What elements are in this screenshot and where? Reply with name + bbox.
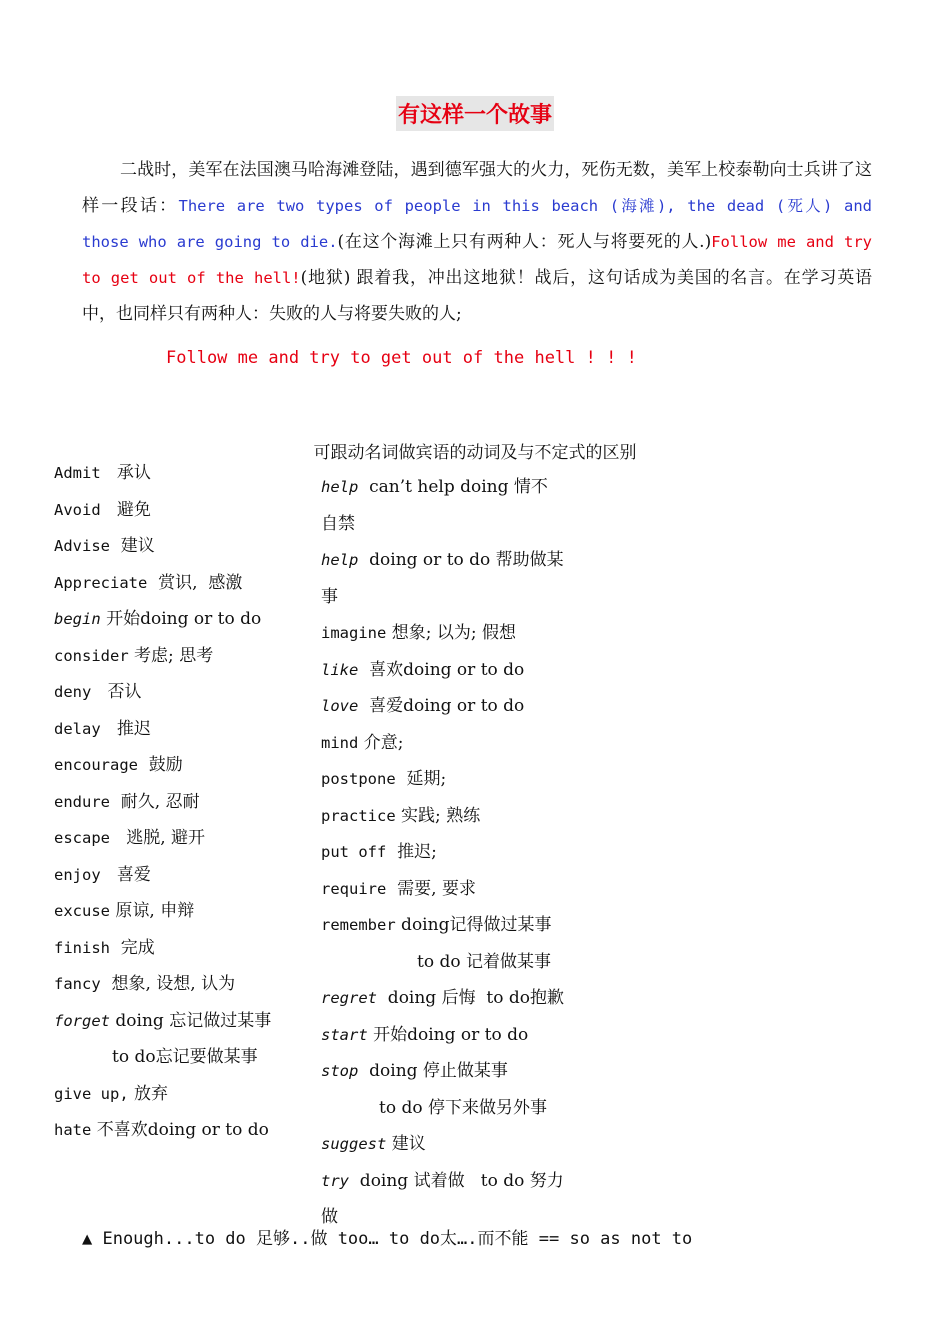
verb-word: endure [54,792,110,811]
verb-word: imagine [321,624,387,642]
verb-entry [54,898,271,935]
verb-meaning: to do忘记要做某事 [112,1047,258,1067]
verb-entry [321,1058,564,1095]
verb-meaning: 推迟; [386,842,437,862]
verb-word: give up, [54,1084,129,1103]
story-quote-red: Follow me and try to get out of the hell! [82,233,872,287]
verb-meaning: 推迟 [100,718,151,739]
verb-meaning: 喜欢doing or to do [358,659,525,680]
verb-entry [321,1131,564,1168]
verb-meaning: to do 停下来做另外事 [379,1097,547,1118]
verb-entry [54,752,271,789]
verb-entry [321,474,564,511]
verb-meaning: 不喜欢doing or to do [91,1120,269,1140]
verb-meaning: 建议 [386,1134,426,1154]
verb-entry [321,876,564,913]
verb-entry [54,1008,271,1045]
left-verb-list [54,460,271,1154]
document-title [0,96,950,131]
verb-word: Avoid [54,500,101,519]
verb-word: try [321,1171,349,1190]
verb-entry [321,620,564,657]
verb-entry [321,912,564,949]
verb-word: remember [321,916,396,934]
verb-entry [321,803,564,840]
verb-entry [321,1095,564,1132]
follow-me-line: Follow me and try to get out of the hell ! ! ! [166,348,637,368]
verb-meaning: 完成 [110,937,155,958]
verb-entry [54,460,271,497]
verb-meaning: 逃脱, 避开 [110,828,206,848]
verb-entry [54,497,271,534]
verb-word: help [321,551,359,569]
story-text [82,152,872,332]
verb-meaning: 延期; [395,769,447,789]
story-intro: 二战时，美军在法国澳马哈海滩登陆，遇到德军强大的火力，死伤无数，美军上校泰勒向士兵讲了这样一段话： [82,160,872,216]
verb-word: start [321,1025,368,1044]
verb-meaning: doing 后悔 to do抱歉 [377,988,564,1008]
verb-entry [321,766,564,803]
verb-word: consider [54,646,129,665]
right-verb-list [321,474,564,1241]
verb-word: Advise [54,537,110,555]
verb-meaning: doing记得做过某事 [395,915,552,935]
verb-meaning: 喜爱 [100,864,151,885]
story-paragraph [82,152,872,332]
verb-meaning: to do 记着做某事 [417,951,551,972]
story-tail: (地狱) 跟着我，冲出这地狱！战后，这句话成为美国的名言。在学习英语中，也同样只有两种人：失败的人与将要失败的人; [82,268,872,324]
verb-meaning: 建议 [110,536,155,556]
verb-meaning: doing 停止做某事 [358,1061,508,1081]
verb-entry [321,949,564,986]
verb-entry [321,1168,564,1205]
verb-word: stop [321,1062,359,1080]
verb-word: hate [54,1121,92,1139]
verb-word: finish [54,938,110,957]
verb-meaning: 想象, 设想, 认为 [100,974,236,994]
verb-meaning: 原谅, 申辩 [110,901,195,921]
verb-word: begin [54,610,101,628]
verb-meaning: 想象; 以为; 假想 [386,623,516,643]
verb-entry [54,643,271,680]
verb-entry [54,971,271,1008]
verb-meaning: doing or to do 帮助做某 [358,550,564,570]
verb-entry [54,606,271,643]
verb-word: excuse [54,902,110,920]
verb-meaning: 鼓励 [138,755,183,775]
verb-entry [54,825,271,862]
verb-entry [54,570,271,607]
verb-entry [321,657,564,694]
verb-meaning: 开始doing or to do [367,1024,529,1045]
verb-word: deny [54,683,92,701]
verb-meaning: can’t help doing 情不 [358,477,548,497]
verb-word: regret [321,989,377,1007]
verb-entry [321,1022,564,1059]
verb-word: like [321,660,359,679]
verb-entry [321,985,564,1022]
verb-entry [54,862,271,899]
verb-word: put off [321,843,387,861]
verb-entry [321,547,564,584]
verb-word: practice [321,806,396,825]
section-subtitle: 可跟动名词做宾语的动词及与不定式的区别 [313,443,637,463]
verb-meaning: 事 [321,586,338,607]
verb-entry [54,1117,271,1154]
verb-entry [54,679,271,716]
verb-word: forget [54,1011,110,1030]
story-quote-blue: There are two types of people in this beach (海滩), the dead (死人) and those who are going to die. [82,197,873,251]
verb-entry [321,511,564,548]
verb-meaning: doing 忘记做过某事 [110,1010,272,1031]
verb-meaning: 放弃 [128,1083,169,1104]
verb-meaning: 需要, 要求 [386,878,476,899]
verb-word: suggest [321,1135,387,1153]
verb-word: escape [54,829,110,847]
verb-entry [54,789,271,826]
verb-meaning: 做 [321,1207,338,1227]
verb-word: Admit [54,464,101,482]
verb-meaning: 承认 [100,463,151,483]
verb-word: delay [54,719,101,738]
verb-meaning: 否认 [91,682,142,702]
title-text: 有这样一个故事 [396,96,554,131]
verb-word: postpone [321,770,396,788]
verb-word: enjoy [54,865,101,884]
verb-meaning: 避免 [100,499,151,520]
verb-entry [321,730,564,767]
verb-word: Appreciate [54,573,148,592]
verb-word: love [321,697,359,715]
verb-entry [321,693,564,730]
verb-entry [54,716,271,753]
verb-meaning: 耐久, 忍耐 [110,791,200,812]
verb-word: require [321,879,387,898]
verb-meaning: 考虑; 思考 [128,645,214,666]
verb-entry [54,533,271,570]
verb-meaning: 介意; [358,732,404,753]
verb-meaning: 开始doing or to do [100,609,262,629]
verb-word: mind [321,733,359,752]
verb-entry [54,1081,271,1118]
story-translation: (在这个海滩上只有两种人：死人与将要死的人.) [337,232,712,252]
verb-meaning: 赏识, 感激 [147,572,243,593]
verb-meaning: doing 试着做 to do 努力 [349,1170,564,1191]
verb-word: fancy [54,975,101,993]
verb-word: encourage [54,756,138,774]
verb-word: help [321,478,359,496]
verb-meaning: 自禁 [321,513,355,534]
enough-too-note: ▲ Enough...to do 足够..做 too… to do太….而不能 == so as not to [82,1229,693,1249]
verb-entry [321,839,564,876]
verb-entry [54,1044,271,1081]
verb-entry [54,935,271,972]
verb-meaning: 喜爱doing or to do [358,696,525,716]
verb-entry [321,584,564,621]
verb-meaning: 实践; 熟练 [395,805,481,826]
